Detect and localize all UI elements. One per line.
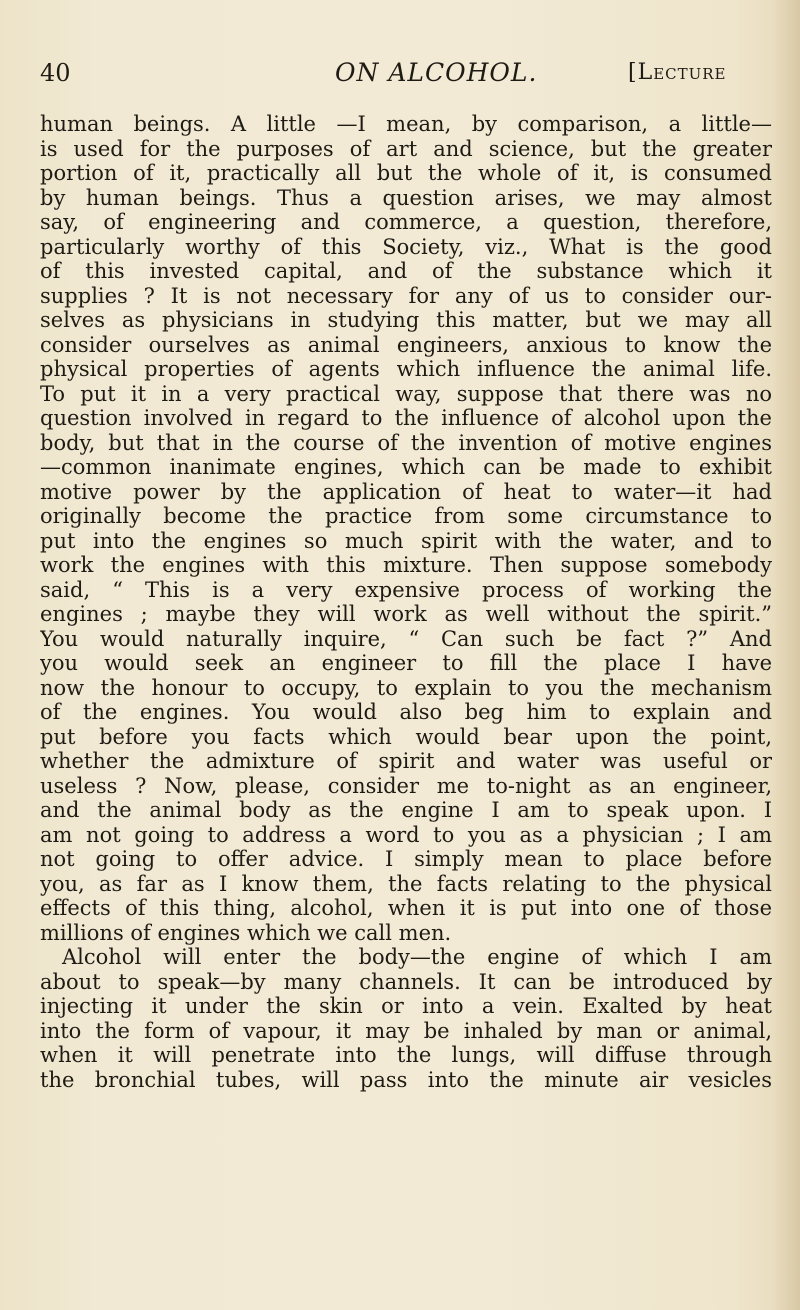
- text-line: now the honour to occupy, to explain to you the mechanism: [40, 675, 772, 700]
- text-line: engines ; maybe they will work as well without the spirit.”: [40, 602, 772, 626]
- running-title: ON ALCOHOL.: [335, 58, 538, 87]
- text-line: work the engines with this mixture. Then suppose somebody: [40, 553, 772, 577]
- text-line: you would seek an engineer to fill the place I have: [40, 651, 772, 675]
- text-line: when it will penetrate into the lungs, will diffuse through: [40, 1043, 772, 1067]
- text-line: To put it in a very practical way, suppose that there was no: [40, 381, 772, 406]
- text-line: human beings. A little —I mean, by comparison, a little—: [40, 112, 772, 136]
- text-line: say, of engineering and commerce, a question, therefore,: [40, 210, 772, 234]
- page-header: [40, 56, 780, 90]
- text-line: You would naturally inquire, “ Can such be fact ?” And: [40, 626, 772, 651]
- text-line: you, as far as I know them, the facts relating to the physical: [40, 871, 772, 896]
- text-line: of the engines. You would also beg him to explain and: [40, 700, 772, 724]
- text-line: am not going to address a word to you as a physician ; I am: [40, 822, 772, 847]
- text-line: and the animal body as the engine I am to speak upon. I: [40, 798, 772, 822]
- running-section: [Lecture: [628, 60, 727, 85]
- page-edge-shadow: [772, 0, 800, 1310]
- text-line: whether the admixture of spirit and water was useful or: [40, 749, 772, 773]
- text-line: motive power by the application of heat to water—it had: [40, 479, 772, 504]
- text-line: put before you facts which would bear upon the point,: [40, 724, 772, 749]
- text-line: by human beings. Thus a question arises, we may almost: [40, 185, 772, 210]
- text-line: about to speak—by many channels. It can be introduced by: [40, 969, 772, 994]
- text-line: portion of it, practically all but the whole of it, is consumed: [40, 161, 772, 185]
- text-line: consider ourselves as animal engineers, anxious to know the: [40, 332, 772, 357]
- text-line: supplies ? It is not necessary for any of us to consider our-: [40, 283, 772, 308]
- text-line: put into the engines so much spirit with the water, and to: [40, 528, 772, 553]
- text-line: particularly worthy of this Society, viz., What is the good: [40, 234, 772, 259]
- body-text: [40, 112, 772, 1282]
- text-line: selves as physicians in studying this matter, but we may all: [40, 308, 772, 332]
- text-line: said, “ This is a very expensive process of working the: [40, 577, 772, 602]
- text-line: injecting it under the skin or into a vein. Exalted by heat: [40, 994, 772, 1018]
- text-line: physical properties of agents which influence the animal life.: [40, 357, 772, 381]
- text-line: not going to offer advice. I simply mean to place before: [40, 847, 772, 871]
- text-line: effects of this thing, alcohol, when it is put into one of those: [40, 896, 772, 920]
- text-line: into the form of vapour, it may be inhaled by man or animal,: [40, 1018, 772, 1043]
- text-line: the bronchial tubes, will pass into the minute air vesicles: [40, 1067, 772, 1092]
- text-line: useless ? Now, please, consider me to-night as an engineer,: [40, 773, 772, 798]
- text-line: —common inanimate engines, which can be made to exhibit: [40, 455, 772, 479]
- page-number: 40: [40, 59, 71, 87]
- text-line: Alcohol will enter the body—the engine of which I am: [62, 945, 772, 969]
- text-line: of this invested capital, and of the substance which it: [40, 259, 772, 283]
- text-line: body, but that in the course of the invention of motive engines: [40, 430, 772, 455]
- text-line: millions of engines which we call men.: [40, 920, 452, 945]
- text-line: question involved in regard to the influence of alcohol upon the: [40, 406, 772, 430]
- text-line: originally become the practice from some circumstance to: [40, 504, 772, 528]
- text-line: is used for the purposes of art and science, but the greater: [40, 136, 772, 161]
